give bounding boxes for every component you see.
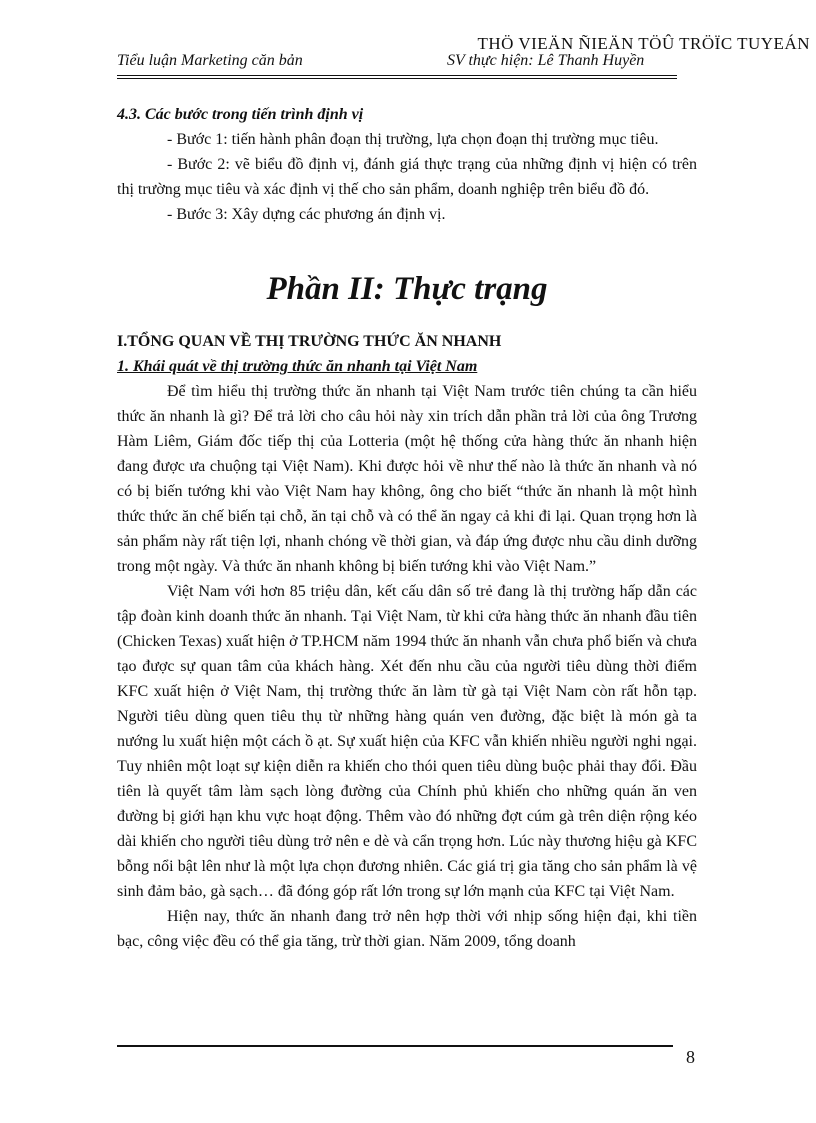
subsection-heading-1: 1. Khái quát về thị trường thức ăn nhanh tại Việt Nam [117,358,478,375]
step-2-text: - Bước 2: vẽ biểu đồ định vị, đánh giá thực trạng của những định vị hiện có trên thị trường mục tiêu và xác định vị thế cho sản phẩm, doanh nghiệp trên biểu đồ đó. [117,156,697,198]
part-title: Phần II: Thực trạng [266,271,548,307]
footer-rule [117,1045,673,1047]
page-number: 8 [686,1047,695,1067]
paragraph-1: Để tìm hiểu thị trường thức ăn nhanh tại Việt Nam trước tiên chúng ta cần hiểu thức ăn nhanh là gì? Để trả lời cho câu hỏi này xin trích dẫn phần trả lời của ông Trương Hàm Liêm, Giám đốc tiếp thị của Lotteria (một hệ thống cửa hàng thức ăn nhanh hiện đang được ưa chuộng tại Việt Nam). Khi được hỏi về như thế nào là thức ăn nhanh và nó có bị biến tướng khi vào Việt Nam hay không, ông cho biết “thức ăn nhanh là một hình thức thức ăn chế biến tại chỗ, ăn tại chỗ và có thể ăn ngay cả khi đi lại. Quan trọng hơn là sản phẩm này rất tiện lợi, nhanh chóng về thời gian, và đáp ứng được nhu cầu dinh dưỡng trong một ngày. Và thức ăn nhanh không bị biến tướng khi vào Việt Nam.” [117,383,697,575]
page-content [117,102,697,954]
section-heading-I: I.TỔNG QUAN VỀ THỊ TRƯỜNG THỨC ĂN NHANH [117,333,502,350]
paragraph-2: Việt Nam với hơn 85 triệu dân, kết cấu dân số trẻ đang là thị trường hấp dẫn các tập đoàn kinh doanh thức ăn nhanh. Tại Việt Nam, từ khi cửa hàng thức ăn nhanh đầu tiên (Chicken Texas) xuất hiện ở TP.HCM năm 1994 thức ăn nhanh vẫn chưa phổ biến và chưa tạo được sự quan tâm của khách hàng. Xét đến nhu cầu của người tiêu dùng thời điểm KFC xuất hiện ở Việt Nam, thị trường thức ăn làm từ gà tại Việt Nam còn rất hỗn tạp. Người tiêu dùng quen tiêu thụ từ những hàng quán ven đường, đặc biệt là món gà ta nướng lu xuất hiện một cách ồ ạt. Sự xuất hiện của KFC vẫn khiến nhiều người nghi ngại. Tuy nhiên một loạt sự kiện diễn ra khiến cho thói quen tiêu dùng buộc phải thay đổi. Đầu tiên là quyết tâm làm sạch lòng đường của Chính phủ khiến cho những quán ăn ven đường bị giới hạn khu vực hoạt động. Thêm vào đó những đợt cúm gà trên diện rộng kéo dài khiến cho người tiêu dùng trở nên e dè và cẩn trọng hơn. Lúc này thương hiệu gà KFC bỗng nổi bật lên như là một lựa chọn đương nhiên. Các giá trị gia tăng cho sản phẩm là vệ sinh đảm bảo, gà sạch… đã đóng góp rất lớn trong sự lớn mạnh của KFC tại Việt Nam. [117,583,697,900]
header-rule [117,75,677,79]
step-1-text: - Bước 1: tiến hành phân đoạn thị trường, lựa chọn đoạn thị trường mục tiêu. [167,131,659,148]
step-3-text: - Bước 3: Xây dựng các phương án định vị. [167,206,446,223]
page-header [117,52,677,76]
section-heading-4-3: 4.3. Các bước trong tiến trình định vị [117,106,364,123]
watermark-text: THÖ VIEÄN ÑIEÄN TÖÛ TRÖÏC TUYEÁN [477,34,810,53]
header-course-title: Tiểu luận Marketing căn bản [117,52,303,69]
paragraph-3: Hiện nay, thức ăn nhanh đang trở nên hợp thời với nhịp sống hiện đại, khi tiền bạc, công việc đều có thể gia tăng, trừ thời gian. Năm 2009, tổng doanh [117,908,697,950]
header-author: SV thực hiện: Lê Thanh Huyền [447,52,645,69]
